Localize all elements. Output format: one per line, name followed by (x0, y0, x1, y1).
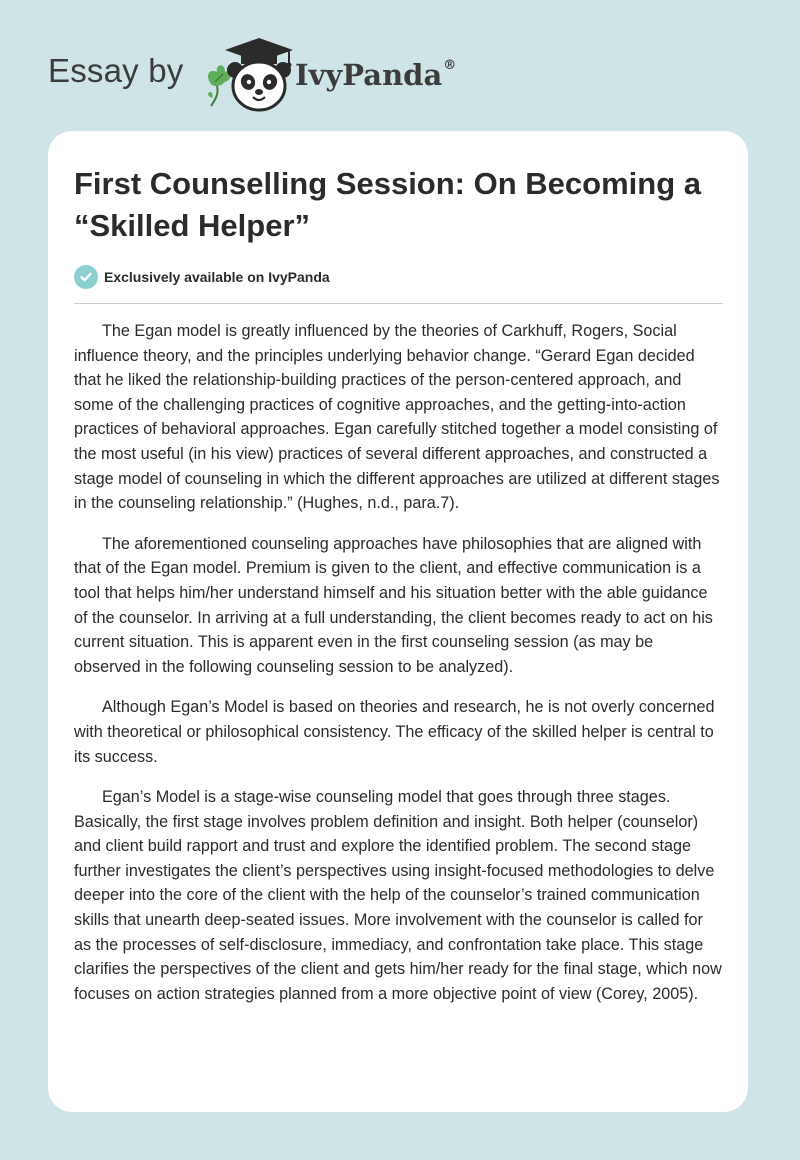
exclusive-badge (74, 264, 330, 290)
paragraph: Although Egan’s Model is based on theories and research, he is not overly concerned with theoretical or philosophical consistency. The efficacy of the skilled helper is central to its success. (74, 698, 715, 766)
paragraph: The Egan model is greatly influenced by the theories of Carkhuff, Rogers, Social influence theory, and the principles underlying behavior change. “Gerard Egan decided that he liked the relationship-building practices of the person-centered approach, and some of the challenging practices of cognitive approaches, and the getting-into-action practices of behavioral approaches. Egan carefully stitched together a model consisting of the most useful (in his view) practices of several different approaches, and constructed a stage model of counseling in which the different approaches are utilized at different stages in the counseling relationship.” (Hughes, n.d., para.7). (74, 322, 720, 513)
essay-body (74, 319, 724, 1022)
panda-graduate-icon[interactable] (203, 34, 295, 114)
essay-card (48, 131, 748, 1112)
page-title: First Counselling Session: On Becoming a “Skilled Helper” (74, 166, 701, 243)
registered-mark: ® (443, 58, 457, 73)
paragraph: The aforementioned counseling approaches have philosophies that are aligned with that of the Egan model. Premium is given to the client, and effective communication is a tool that helps him/her understand himself and his situation better with the able guidance of the counselor. In arriving at a full understanding, the client becomes ready to act on his current situation. This is apparent even in the first counseling session (as may be observed in the following counseling session to be analyzed). (74, 534, 713, 676)
check-circle-icon (74, 265, 98, 289)
essay-by-label: Essay by (48, 52, 184, 89)
paragraph: Egan’s Model is a stage-wise counseling model that goes through three stages. Basically, the first stage involves problem definition and insight. Both helper (counselor) and client build rapport and trust and explore the identified problem. The second stage further investigates the client’s perspectives using insight-focused methodologies to delve deeper into the core of the client with the help of the counselor’s trained communication skills that unearth deep-seated issues. More involvement with the counselor is called for as the processes of self-disclosure, immediacy, and confrontation take place. This stage clarifies the perspectives of the client and gets him/her ready for the final stage, which now focuses on action strategies planned from a more objective point of view (Corey, 2005). (74, 788, 722, 1003)
divider (74, 303, 723, 304)
exclusive-badge-text: Exclusively available on IvyPanda (104, 269, 330, 285)
brand-name[interactable]: IvyPanda® (295, 58, 457, 92)
site-header (48, 28, 768, 118)
